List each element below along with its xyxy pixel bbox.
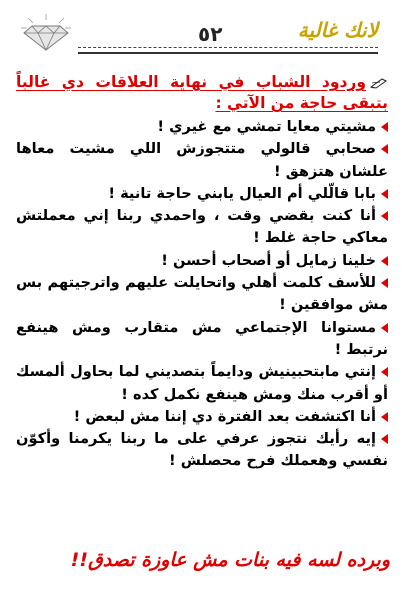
bullet-arrow-icon <box>381 323 388 333</box>
bullet-arrow-icon <box>381 256 388 266</box>
bullet-arrow-icon <box>381 278 388 288</box>
closing-line: وبرده لسه فيه بنات مش عاوزة تصدق!! <box>70 549 390 571</box>
list-item-text: إيه رأيك نتجوز عرفي على ما ربنا يكرمنا وأكوّن نفسي وهعملك فرح محصلش ! <box>16 430 388 470</box>
header-divider-dashed <box>78 47 378 48</box>
list-item-text: للأسف كلمت أهلي واتحايلت عليهم واترجيتهم بس مش موافقين ! <box>16 274 388 314</box>
diamond-icon <box>18 12 74 52</box>
pen-icon <box>370 77 388 89</box>
list-item <box>16 205 388 250</box>
list-item <box>16 116 388 138</box>
list-item <box>16 272 388 317</box>
section-heading-text: وردود الشباب في نهاية العلاقات دي غالباً بتبقى حاجة من الآتي : <box>16 73 388 112</box>
page-header <box>0 0 402 60</box>
list-item-text: أنا كنت بقضي وقت ، واحمدي ربنا إني معملتش معاكي حاجة غلط ! <box>16 207 388 247</box>
list-item-text: أنا اكتشفت بعد الفترة دي إننا مش لبعض ! <box>73 407 376 425</box>
list-item-text: مشيتي معايا تمشي مع غيري ! <box>157 118 376 135</box>
list-item <box>16 138 388 183</box>
header-divider <box>78 52 378 54</box>
list-item <box>16 183 388 205</box>
page-number: ٥٢ <box>198 22 223 46</box>
bullet-arrow-icon <box>381 434 388 444</box>
bullet-arrow-icon <box>381 144 388 154</box>
bullet-arrow-icon <box>381 189 388 199</box>
list-item-text: خلينا زمايل أو أصحاب أحسن ! <box>161 251 376 269</box>
list-item-text: إنتي مابتحبينيش ودايماً بتصديني لما بحاول ألمسك أو أقرب منك ومش هينفع نكمل كده ! <box>16 363 388 403</box>
bullet-arrow-icon <box>381 367 388 377</box>
main-content <box>16 72 388 473</box>
book-title: لانك غالية <box>297 18 378 42</box>
list-item <box>16 361 388 406</box>
bullet-arrow-icon <box>381 412 388 422</box>
bullet-arrow-icon <box>381 211 388 221</box>
list-item-text: مستوانا الإجتماعي مش متقارب ومش هينفع نرتبط ! <box>16 318 388 358</box>
list-item <box>16 428 388 473</box>
list-item <box>16 317 388 362</box>
list-item-text: بابا قالّلي أم العيال يابني حاجة تانية ! <box>108 184 376 202</box>
section-heading <box>16 72 388 114</box>
list-item <box>16 250 388 272</box>
list-item-text: صحابي قالولي متتجوزش اللي مشيت معاها علشان هتزهق ! <box>16 140 388 180</box>
bullet-arrow-icon <box>381 122 388 132</box>
list-item <box>16 406 388 428</box>
